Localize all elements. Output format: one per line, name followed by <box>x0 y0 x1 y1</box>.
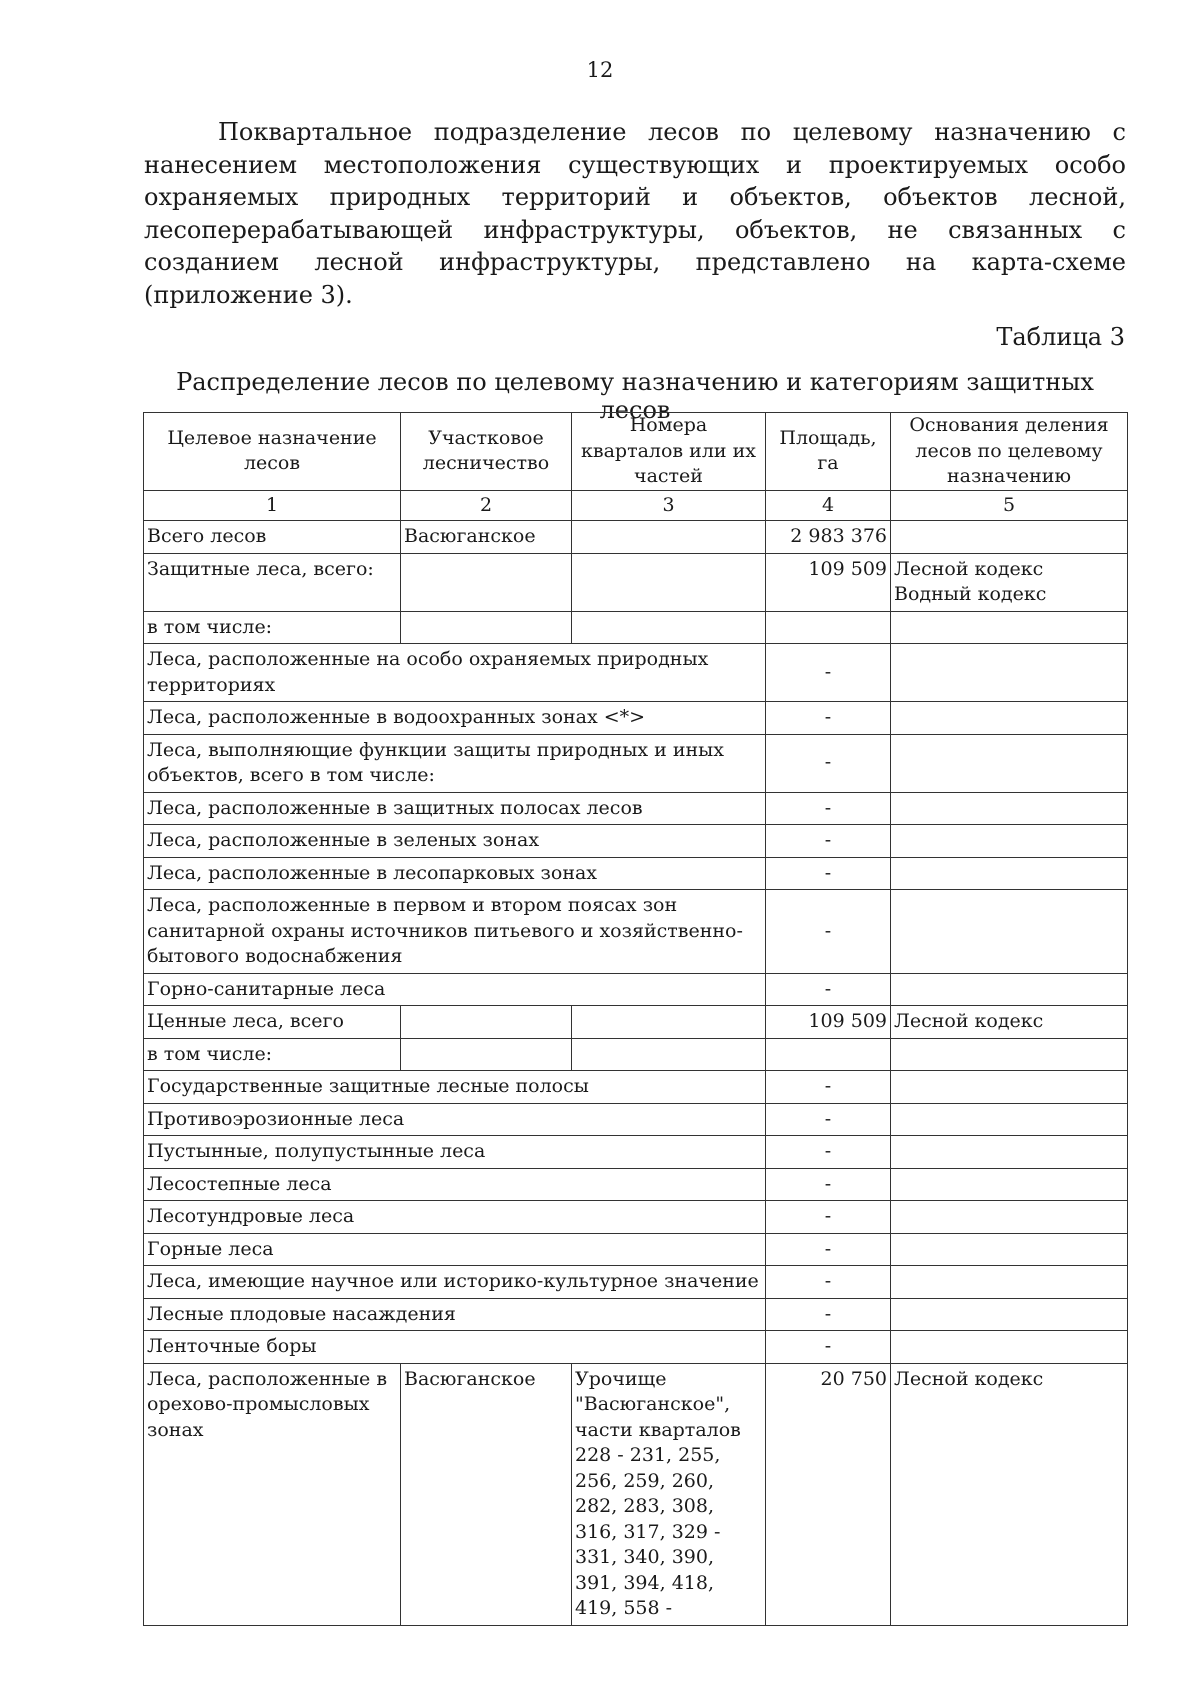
row-name: Защитные леса, всего: <box>144 553 401 611</box>
table-row <box>144 857 1128 890</box>
row-basis <box>891 1233 1128 1266</box>
table-row <box>144 1201 1128 1234</box>
row-basis <box>891 1331 1128 1364</box>
table-row <box>144 644 1128 702</box>
row-name: Леса, расположенные в водоохранных зонах <*> <box>144 702 766 735</box>
row-name: Ценные леса, всего <box>144 1006 401 1039</box>
table-row <box>144 1266 1128 1299</box>
row-area: - <box>766 1201 891 1234</box>
row-name: Ленточные боры <box>144 1331 766 1364</box>
table-row <box>144 792 1128 825</box>
row-area: - <box>766 1266 891 1299</box>
row-name: Горно-санитарные леса <box>144 973 766 1006</box>
table-row <box>144 1298 1128 1331</box>
row-name: Пустынные, полупустынные леса <box>144 1136 766 1169</box>
column-number: 1 <box>144 490 401 521</box>
row-basis <box>891 644 1128 702</box>
table-row <box>144 890 1128 974</box>
row-area: 20 750 <box>766 1363 891 1625</box>
row-area: 2 983 376 <box>766 521 891 554</box>
row-forestry <box>401 1038 572 1071</box>
table-row <box>144 1136 1128 1169</box>
row-name: Леса, имеющие научное или историко-культурное значение <box>144 1266 766 1299</box>
row-name: Леса, расположенные в зеленых зонах <box>144 825 766 858</box>
table-row <box>144 553 1128 611</box>
column-header: Площадь, га <box>766 413 891 491</box>
table-row <box>144 1168 1128 1201</box>
row-forestry: Васюганское <box>401 521 572 554</box>
row-area: - <box>766 702 891 735</box>
row-quarters <box>572 553 766 611</box>
row-basis: Лесной кодекс <box>891 1006 1128 1039</box>
row-quarters <box>572 1006 766 1039</box>
table-row <box>144 521 1128 554</box>
column-header: Целевое назначение лесов <box>144 413 401 491</box>
row-area: - <box>766 825 891 858</box>
row-area: 109 509 <box>766 1006 891 1039</box>
row-name: Лесные плодовые насаждения <box>144 1298 766 1331</box>
row-name: Леса, выполняющие функции защиты природных и иных объектов, всего в том числе: <box>144 734 766 792</box>
row-name: в том числе: <box>144 611 401 644</box>
column-number-row <box>144 490 1128 521</box>
row-name: Лесотундровые леса <box>144 1201 766 1234</box>
row-basis <box>891 1168 1128 1201</box>
table-number: Таблица 3 <box>996 323 1125 351</box>
row-basis <box>891 1201 1128 1234</box>
row-quarters <box>572 1038 766 1071</box>
row-basis <box>891 1071 1128 1104</box>
row-basis <box>891 1266 1128 1299</box>
table-row <box>144 611 1128 644</box>
table-row <box>144 1006 1128 1039</box>
intro-paragraph: Поквартальное подразделение лесов по целевому назначению с нанесением местоположения существующих и проектируемых особо охраняемых природных территорий и объектов, объектов лесной, лесоперерабатывающей инфраструктуры, объектов, не связанных с созданием лесной инфраструктуры, представлено на карта-схеме (приложение 3). <box>144 118 1126 309</box>
row-basis: Лесной кодекс Водный кодекс <box>891 553 1128 611</box>
row-name: Леса, расположенные в первом и втором поясах зон санитарной охраны источников питьевого и хозяйственно-бытового водоснабжения <box>144 890 766 974</box>
row-area: - <box>766 1233 891 1266</box>
row-basis <box>891 702 1128 735</box>
row-name: Леса, расположенные в орехово-промысловых зонах <box>144 1363 401 1625</box>
table-row <box>144 1363 1128 1625</box>
row-area: - <box>766 973 891 1006</box>
table-row <box>144 734 1128 792</box>
row-basis <box>891 792 1128 825</box>
row-name: Государственные защитные лесные полосы <box>144 1071 766 1104</box>
row-area: - <box>766 1071 891 1104</box>
page-number: 12 <box>586 58 614 82</box>
table-row <box>144 973 1128 1006</box>
table-row <box>144 1071 1128 1104</box>
row-area: - <box>766 1331 891 1364</box>
column-number: 4 <box>766 490 891 521</box>
row-area <box>766 611 891 644</box>
row-area: 109 509 <box>766 553 891 611</box>
row-basis <box>891 825 1128 858</box>
column-header: Основания деления лесов по целевому назначению <box>891 413 1128 491</box>
table-row <box>144 702 1128 735</box>
row-basis <box>891 857 1128 890</box>
table-row <box>144 1038 1128 1071</box>
row-basis <box>891 611 1128 644</box>
row-name: Горные леса <box>144 1233 766 1266</box>
table-row <box>144 1103 1128 1136</box>
row-quarters: Урочище "Васюганское", части кварталов 228 - 231, 255, 256, 259, 260, 282, 283, 308, 316, 317, 329 - 331, 340, 390, 391, 394, 418, 419, 558 - <box>572 1363 766 1625</box>
row-area: - <box>766 792 891 825</box>
row-area: - <box>766 1136 891 1169</box>
row-quarters <box>572 611 766 644</box>
row-forestry <box>401 611 572 644</box>
row-name: в том числе: <box>144 1038 401 1071</box>
column-header: Участковое лесничество <box>401 413 572 491</box>
row-name: Леса, расположенные в защитных полосах лесов <box>144 792 766 825</box>
row-basis <box>891 734 1128 792</box>
row-quarters <box>572 521 766 554</box>
row-basis <box>891 1298 1128 1331</box>
table-row <box>144 1233 1128 1266</box>
row-basis <box>891 521 1128 554</box>
row-name: Леса, расположенные в лесопарковых зонах <box>144 857 766 890</box>
row-basis: Лесной кодекс <box>891 1363 1128 1625</box>
row-area: - <box>766 1168 891 1201</box>
row-forestry <box>401 553 572 611</box>
row-name: Леса, расположенные на особо охраняемых природных территориях <box>144 644 766 702</box>
column-number: 5 <box>891 490 1128 521</box>
column-number: 2 <box>401 490 572 521</box>
row-area <box>766 1038 891 1071</box>
row-basis <box>891 973 1128 1006</box>
row-basis <box>891 1136 1128 1169</box>
table-row <box>144 1331 1128 1364</box>
table-row <box>144 825 1128 858</box>
row-basis <box>891 890 1128 974</box>
row-basis <box>891 1038 1128 1071</box>
row-name: Противоэрозионные леса <box>144 1103 766 1136</box>
forest-distribution-table <box>143 412 1128 1626</box>
column-header: Номера кварталов или их частей <box>572 413 766 491</box>
row-area: - <box>766 734 891 792</box>
row-area: - <box>766 890 891 974</box>
row-name: Лесостепные леса <box>144 1168 766 1201</box>
row-basis <box>891 1103 1128 1136</box>
table-header-row <box>144 413 1128 491</box>
column-number: 3 <box>572 490 766 521</box>
row-area: - <box>766 857 891 890</box>
table-title: Распределение лесов по целевому назначению и категориям защитных лесов <box>176 368 1094 424</box>
row-name: Всего лесов <box>144 521 401 554</box>
row-forestry <box>401 1006 572 1039</box>
row-area: - <box>766 644 891 702</box>
row-forestry: Васюганское <box>401 1363 572 1625</box>
row-area: - <box>766 1103 891 1136</box>
row-area: - <box>766 1298 891 1331</box>
